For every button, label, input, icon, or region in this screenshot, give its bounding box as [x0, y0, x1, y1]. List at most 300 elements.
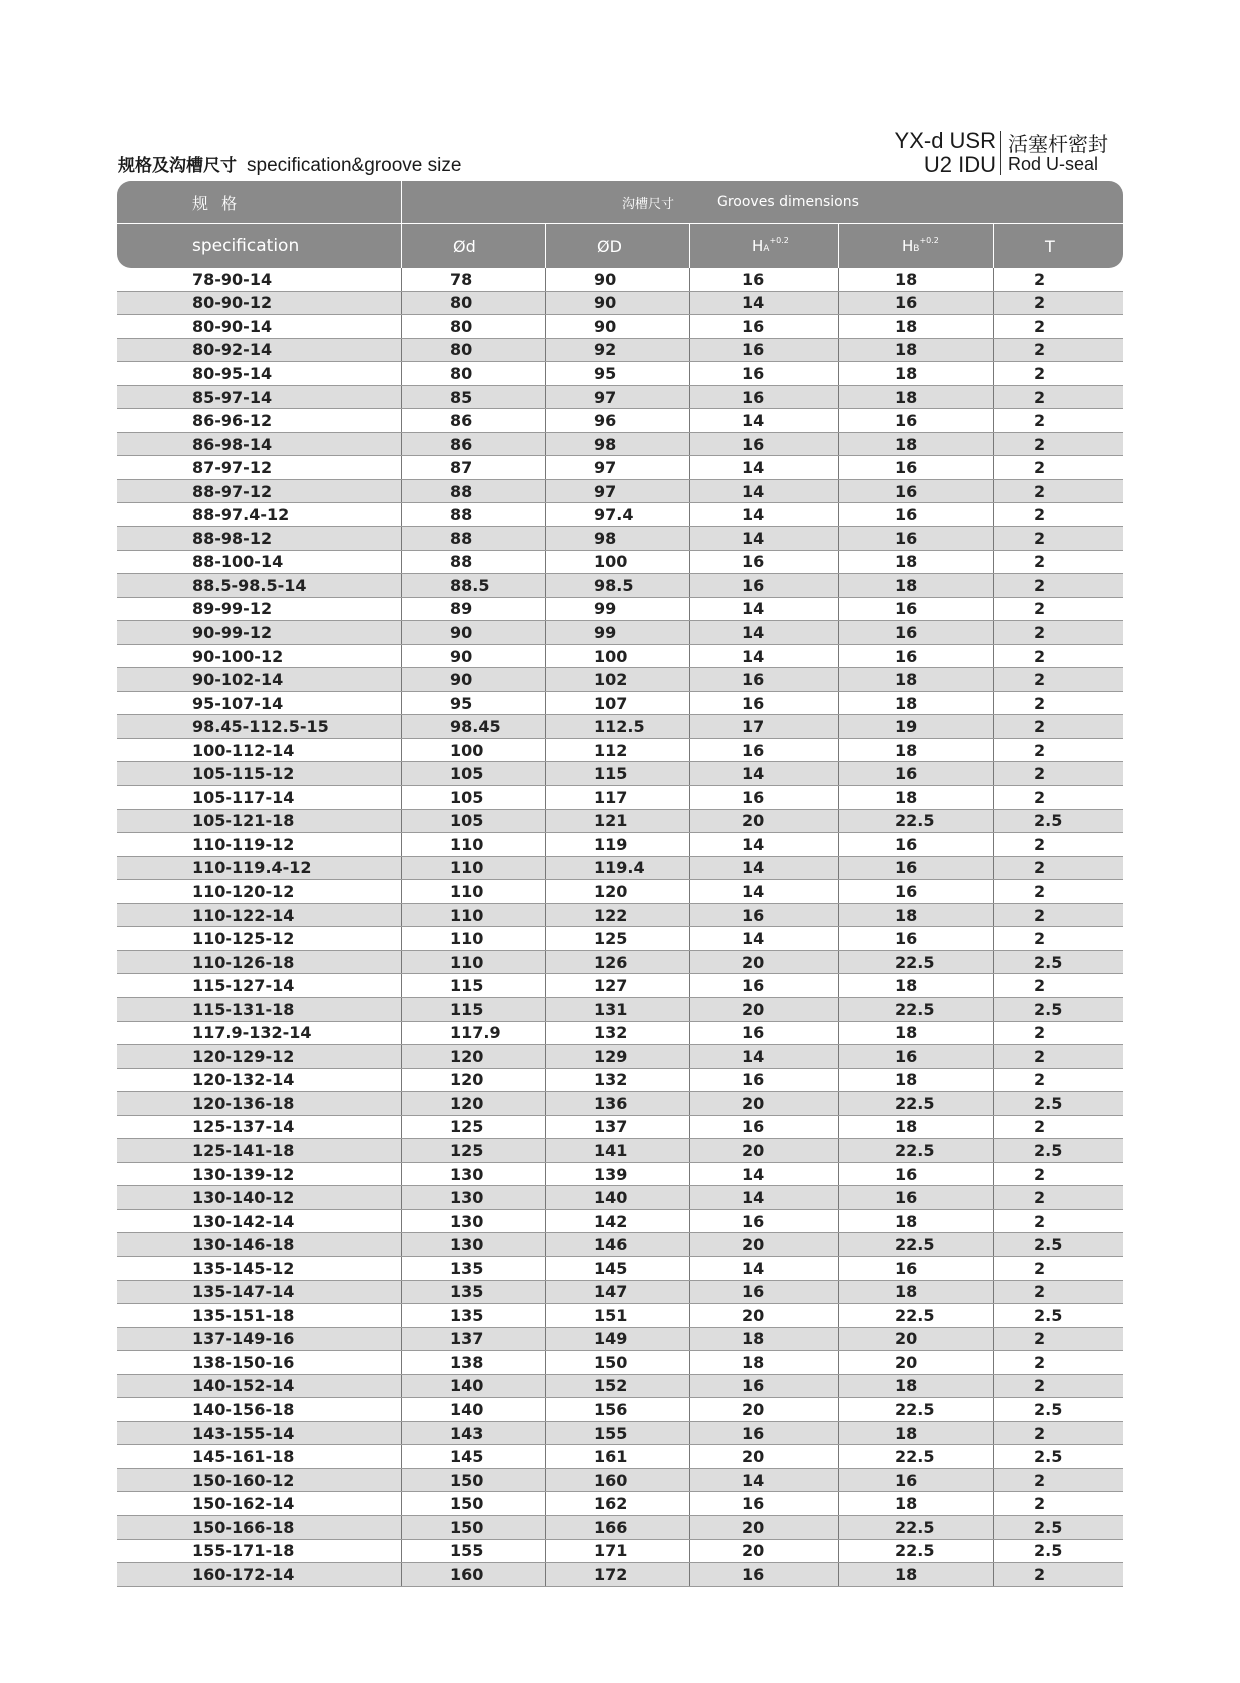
column-divider [838, 1281, 839, 1304]
column-divider [401, 998, 402, 1021]
cell-d: 90 [450, 646, 473, 666]
cell-d: 150 [450, 1517, 484, 1537]
table-row [117, 692, 1123, 716]
column-divider [838, 527, 839, 550]
column-divider [838, 292, 839, 315]
cell-D: 119.4 [594, 858, 645, 878]
column-divider [401, 762, 402, 785]
cell-spec: 135-147-14 [192, 1282, 295, 1302]
column-divider [689, 1516, 690, 1539]
column-divider [401, 880, 402, 903]
column-divider [401, 833, 402, 856]
cell-D: 97 [594, 481, 617, 501]
column-divider [401, 739, 402, 762]
spec-label-en: specification [192, 236, 300, 256]
cell-ha: 14 [742, 1164, 765, 1184]
cell-D: 90 [594, 316, 617, 336]
header-divider [545, 223, 546, 268]
column-divider [993, 998, 994, 1021]
table-row [117, 1045, 1123, 1069]
column-divider [689, 292, 690, 315]
cell-spec: 86-96-12 [192, 411, 273, 431]
column-divider [689, 1139, 690, 1162]
cell-t: 2 [1034, 787, 1046, 807]
cell-t: 2 [1034, 434, 1046, 454]
column-divider [838, 739, 839, 762]
cell-d: 88 [450, 505, 473, 525]
column-divider [545, 1469, 546, 1492]
column-divider [545, 1281, 546, 1304]
cell-d: 140 [450, 1400, 484, 1420]
cell-hb: 18 [895, 976, 918, 996]
column-divider [993, 1445, 994, 1468]
cell-t: 2 [1034, 740, 1046, 760]
cell-hb: 16 [895, 293, 918, 313]
cell-hb: 22.5 [895, 952, 935, 972]
cell-spec: 89-99-12 [192, 599, 273, 619]
column-divider [545, 339, 546, 362]
cell-t: 2 [1034, 411, 1046, 431]
cell-ha: 16 [742, 269, 765, 289]
cell-spec: 105-117-14 [192, 787, 295, 807]
column-divider [401, 951, 402, 974]
cell-D: 150 [594, 1352, 628, 1372]
cell-d: 150 [450, 1470, 484, 1490]
cell-t: 2 [1034, 387, 1046, 407]
cell-D: 156 [594, 1400, 628, 1420]
cell-D: 127 [594, 976, 628, 996]
column-divider [838, 786, 839, 809]
cell-spec: 95-107-14 [192, 693, 284, 713]
column-divider [993, 1092, 994, 1115]
column-divider [401, 1304, 402, 1327]
table-row [117, 857, 1123, 881]
cell-ha: 16 [742, 787, 765, 807]
cell-hb: 16 [895, 599, 918, 619]
cell-hb: 16 [895, 505, 918, 525]
column-divider [401, 692, 402, 715]
cell-D: 100 [594, 646, 628, 666]
cell-d: 138 [450, 1352, 484, 1372]
cell-d: 143 [450, 1423, 484, 1443]
column-divider [401, 1422, 402, 1445]
cell-hb: 18 [895, 1494, 918, 1514]
cell-spec: 88.5-98.5-14 [192, 575, 307, 595]
cell-spec: 88-98-12 [192, 528, 273, 548]
cell-ha: 16 [742, 976, 765, 996]
cell-spec: 130-142-14 [192, 1211, 295, 1231]
cell-d: 135 [450, 1305, 484, 1325]
cell-spec: 80-95-14 [192, 363, 273, 383]
column-divider [993, 810, 994, 833]
column-divider [838, 1210, 839, 1233]
cell-spec: 115-131-18 [192, 999, 295, 1019]
cell-spec: 90-102-14 [192, 670, 284, 690]
column-divider [401, 645, 402, 668]
cell-hb: 18 [895, 316, 918, 336]
cell-hb: 22.5 [895, 1141, 935, 1160]
column-divider [545, 292, 546, 315]
cell-d: 110 [450, 952, 484, 972]
table-row [117, 1069, 1123, 1093]
column-divider [401, 1139, 402, 1162]
cell-d: 120 [450, 1093, 484, 1113]
column-divider [545, 951, 546, 974]
cell-hb: 22.5 [895, 999, 935, 1019]
cell-d: 110 [450, 881, 484, 901]
column-divider [689, 1351, 690, 1374]
table-row [117, 668, 1123, 692]
table-row [117, 1375, 1123, 1399]
cell-ha: 14 [742, 1046, 765, 1066]
column-divider [401, 1281, 402, 1304]
groove-label-cn: 沟槽尺寸 [622, 196, 675, 212]
cell-t: 2 [1034, 858, 1046, 878]
cell-spec: 125-137-14 [192, 1117, 295, 1137]
column-divider [993, 1351, 994, 1374]
cell-d: 86 [450, 411, 473, 431]
col-header-hb [902, 224, 939, 268]
cell-spec: 110-125-12 [192, 929, 295, 949]
column-divider [401, 1375, 402, 1398]
cell-ha: 20 [742, 1235, 765, 1255]
cell-hb: 18 [895, 787, 918, 807]
column-divider [401, 1069, 402, 1092]
column-divider [545, 551, 546, 574]
col-header-hb-sup: +0.2 [919, 236, 939, 245]
column-divider [689, 1022, 690, 1045]
column-divider [401, 857, 402, 880]
cell-d: 86 [450, 434, 473, 454]
cell-ha: 14 [742, 834, 765, 854]
column-divider [993, 503, 994, 526]
column-divider [838, 1139, 839, 1162]
cell-t: 2 [1034, 458, 1046, 478]
cell-d: 80 [450, 340, 473, 360]
cell-ha: 16 [742, 434, 765, 454]
column-divider [545, 362, 546, 385]
column-divider [838, 998, 839, 1021]
column-divider [689, 974, 690, 997]
cell-t: 2 [1034, 1258, 1046, 1278]
cell-t: 2 [1034, 1352, 1046, 1372]
cell-d: 88 [450, 528, 473, 548]
cell-d: 110 [450, 905, 484, 925]
cell-d: 130 [450, 1211, 484, 1231]
column-divider [838, 409, 839, 432]
column-divider [545, 386, 546, 409]
col-header-d: Ød [453, 236, 476, 256]
column-divider [689, 480, 690, 503]
column-divider [401, 433, 402, 456]
table-header [117, 181, 1123, 268]
column-divider [993, 1281, 994, 1304]
cell-d: 105 [450, 787, 484, 807]
cell-ha: 16 [742, 670, 765, 690]
cell-t: 2.5 [1034, 1541, 1063, 1561]
column-divider [838, 1398, 839, 1421]
cell-spec: 143-155-14 [192, 1423, 295, 1443]
cell-hb: 18 [895, 363, 918, 383]
cell-hb: 16 [895, 411, 918, 431]
column-divider [545, 527, 546, 550]
cell-hb: 18 [895, 434, 918, 454]
table-row [117, 1163, 1123, 1187]
header-divider [993, 223, 994, 268]
column-divider [401, 1045, 402, 1068]
cell-hb: 22.5 [895, 1400, 935, 1420]
cell-t: 2 [1034, 481, 1046, 501]
column-divider [838, 1092, 839, 1115]
cell-hb: 16 [895, 929, 918, 949]
column-divider [545, 904, 546, 927]
column-divider [689, 1116, 690, 1139]
table-row [117, 1092, 1123, 1116]
column-divider [993, 927, 994, 950]
cell-hb: 16 [895, 622, 918, 642]
column-divider [689, 880, 690, 903]
groove-label-en: Grooves dimensions [717, 194, 859, 210]
column-divider [838, 951, 839, 974]
table-row [117, 1210, 1123, 1234]
cell-D: 96 [594, 411, 617, 431]
cell-spec: 120-136-18 [192, 1093, 295, 1113]
column-divider [545, 810, 546, 833]
cell-D: 112 [594, 740, 628, 760]
column-divider [689, 1563, 690, 1586]
column-divider [689, 433, 690, 456]
spec-label-cn: 规 格 [192, 193, 242, 213]
column-divider [993, 1210, 994, 1233]
column-divider [838, 1304, 839, 1327]
cell-d: 87 [450, 458, 473, 478]
column-divider [689, 833, 690, 856]
section-title-en: specification&groove size [247, 155, 462, 176]
cell-D: 162 [594, 1494, 628, 1514]
col-header-t: T [1045, 236, 1055, 256]
cell-d: 115 [450, 999, 484, 1019]
cell-t: 2 [1034, 1329, 1046, 1349]
cell-hb: 16 [895, 458, 918, 478]
table-row [117, 527, 1123, 551]
column-divider [838, 1257, 839, 1280]
column-divider [401, 1022, 402, 1045]
cell-ha: 20 [742, 999, 765, 1019]
cell-spec: 110-122-14 [192, 905, 295, 925]
cell-ha: 16 [742, 340, 765, 360]
cell-D: 102 [594, 670, 628, 690]
cell-d: 130 [450, 1164, 484, 1184]
column-divider [689, 339, 690, 362]
column-divider [993, 1469, 994, 1492]
cell-t: 2.5 [1034, 1447, 1063, 1467]
column-divider [401, 1516, 402, 1539]
cell-t: 2 [1034, 269, 1046, 289]
column-divider [993, 551, 994, 574]
cell-spec: 110-126-18 [192, 952, 295, 972]
cell-ha: 16 [742, 1023, 765, 1043]
cell-ha: 14 [742, 528, 765, 548]
cell-D: 126 [594, 952, 628, 972]
cell-t: 2 [1034, 693, 1046, 713]
column-divider [401, 810, 402, 833]
column-divider [401, 1469, 402, 1492]
column-divider [838, 1492, 839, 1515]
cell-t: 2 [1034, 340, 1046, 360]
column-divider [545, 1398, 546, 1421]
column-divider [689, 1445, 690, 1468]
column-divider [545, 1375, 546, 1398]
cell-t: 2.5 [1034, 1400, 1063, 1420]
cell-ha: 16 [742, 1282, 765, 1302]
column-divider [401, 974, 402, 997]
cell-hb: 18 [895, 905, 918, 925]
cell-t: 2 [1034, 293, 1046, 313]
cell-spec: 80-92-14 [192, 340, 273, 360]
cell-t: 2 [1034, 1046, 1046, 1066]
column-divider [993, 951, 994, 974]
column-divider [838, 668, 839, 691]
cell-ha: 16 [742, 1211, 765, 1231]
page-header [118, 128, 1118, 178]
cell-hb: 16 [895, 528, 918, 548]
column-divider [689, 386, 690, 409]
column-divider [993, 1563, 994, 1586]
column-divider [545, 621, 546, 644]
cell-t: 2 [1034, 1023, 1046, 1043]
column-divider [689, 621, 690, 644]
col-header-ha [752, 224, 789, 268]
table-row [117, 1540, 1123, 1564]
column-divider [838, 645, 839, 668]
table-row [117, 551, 1123, 575]
column-divider [401, 1540, 402, 1563]
column-divider [993, 315, 994, 338]
table-row [117, 739, 1123, 763]
cell-spec: 117.9-132-14 [192, 1023, 312, 1043]
cell-d: 110 [450, 929, 484, 949]
cell-hb: 16 [895, 834, 918, 854]
cell-D: 161 [594, 1447, 628, 1467]
column-divider [545, 739, 546, 762]
column-divider [689, 762, 690, 785]
cell-ha: 14 [742, 929, 765, 949]
cell-d: 110 [450, 858, 484, 878]
cell-d: 85 [450, 387, 473, 407]
column-divider [993, 1163, 994, 1186]
cell-spec: 110-120-12 [192, 881, 295, 901]
column-divider [838, 503, 839, 526]
column-divider [545, 598, 546, 621]
cell-ha: 16 [742, 905, 765, 925]
column-divider [401, 668, 402, 691]
cell-t: 2 [1034, 1070, 1046, 1090]
table-row [117, 339, 1123, 363]
cell-ha: 20 [742, 1141, 765, 1160]
column-divider [838, 1116, 839, 1139]
column-divider [993, 386, 994, 409]
cell-ha: 14 [742, 881, 765, 901]
column-divider [838, 904, 839, 927]
column-divider [838, 1045, 839, 1068]
column-divider [993, 786, 994, 809]
table-row [117, 645, 1123, 669]
cell-hb: 18 [895, 575, 918, 595]
column-divider [689, 1540, 690, 1563]
cell-ha: 14 [742, 646, 765, 666]
cell-d: 98.45 [450, 717, 501, 737]
cell-d: 88 [450, 552, 473, 572]
column-divider [689, 1092, 690, 1115]
column-divider [545, 880, 546, 903]
cell-D: 97.4 [594, 505, 634, 525]
column-divider [838, 621, 839, 644]
cell-hb: 22.5 [895, 1517, 935, 1537]
cell-spec: 130-146-18 [192, 1235, 295, 1255]
cell-d: 120 [450, 1046, 484, 1066]
cell-spec: 137-149-16 [192, 1329, 295, 1349]
column-divider [838, 386, 839, 409]
cell-t: 2 [1034, 1164, 1046, 1184]
column-divider [993, 1540, 994, 1563]
cell-spec: 100-112-14 [192, 740, 295, 760]
cell-hb: 16 [895, 1164, 918, 1184]
cell-ha: 14 [742, 858, 765, 878]
cell-hb: 20 [895, 1329, 918, 1349]
product-code-idu: U2 IDU [923, 152, 996, 177]
column-divider [689, 645, 690, 668]
cell-hb: 18 [895, 340, 918, 360]
cell-t: 2 [1034, 1376, 1046, 1396]
column-divider [545, 1163, 546, 1186]
cell-hb: 18 [895, 1211, 918, 1231]
cell-ha: 20 [742, 952, 765, 972]
cell-t: 2.5 [1034, 1305, 1063, 1325]
table-row [117, 1492, 1123, 1516]
cell-d: 78 [450, 269, 473, 289]
column-divider [993, 480, 994, 503]
cell-spec: 110-119-12 [192, 834, 295, 854]
cell-D: 152 [594, 1376, 628, 1396]
table-row [117, 1304, 1123, 1328]
cell-ha: 16 [742, 387, 765, 407]
cell-t: 2 [1034, 528, 1046, 548]
section-title-cn: 规格及沟槽尺寸 [118, 156, 237, 176]
cell-ha: 14 [742, 411, 765, 431]
column-divider [993, 1022, 994, 1045]
section-title [118, 151, 461, 177]
cell-spec: 86-98-14 [192, 434, 273, 454]
column-divider [689, 527, 690, 550]
cell-d: 135 [450, 1258, 484, 1278]
column-divider [545, 692, 546, 715]
cell-hb: 18 [895, 1423, 918, 1443]
cell-spec: 120-132-14 [192, 1070, 295, 1090]
column-divider [401, 904, 402, 927]
col-header-ha-sup: +0.2 [769, 236, 789, 245]
cell-ha: 14 [742, 1470, 765, 1490]
cell-d: 155 [450, 1541, 484, 1561]
col-header-D: ØD [597, 236, 622, 256]
cell-d: 140 [450, 1376, 484, 1396]
column-divider [401, 292, 402, 315]
column-divider [689, 1281, 690, 1304]
col-header-hb-sub: B [913, 244, 920, 254]
table-row [117, 1281, 1123, 1305]
cell-spec: 105-115-12 [192, 764, 295, 784]
cell-ha: 16 [742, 1494, 765, 1514]
column-divider [689, 857, 690, 880]
